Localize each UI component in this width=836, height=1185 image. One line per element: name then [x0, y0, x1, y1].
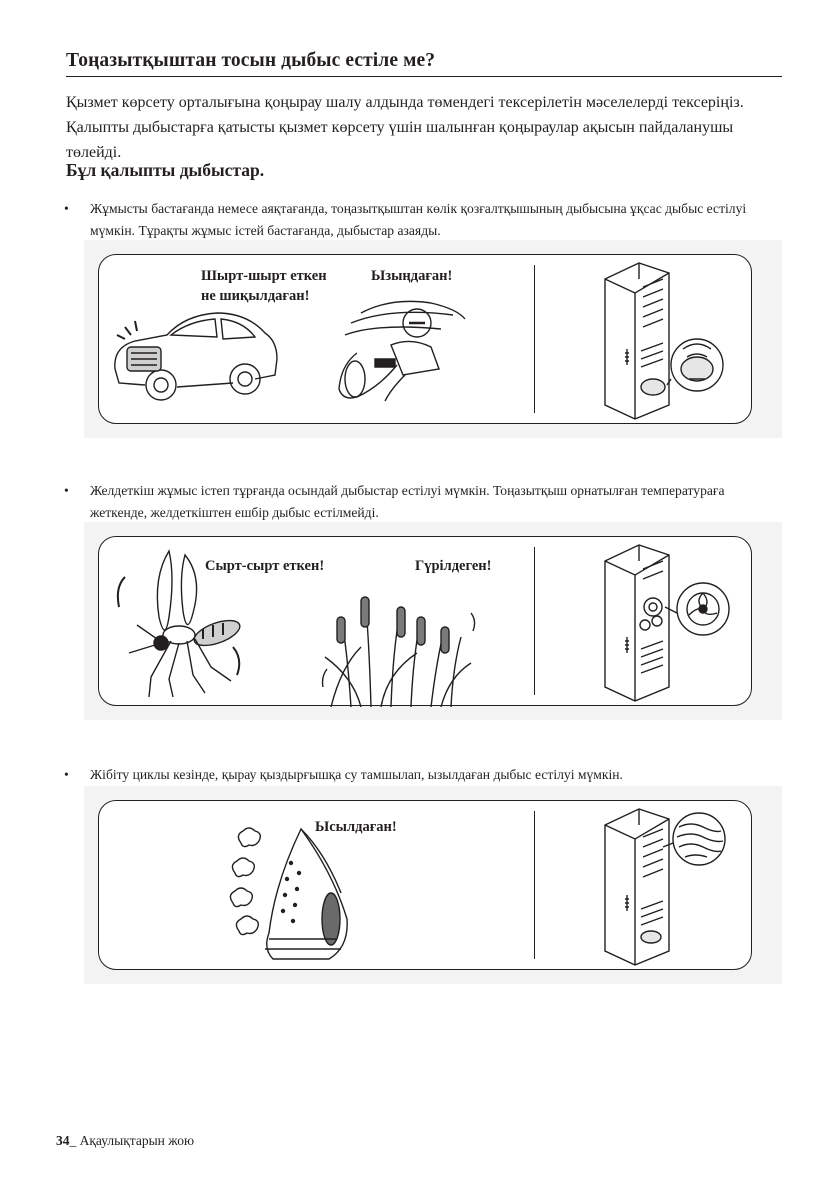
- panel-divider: [534, 547, 535, 695]
- car-engine-icon: [105, 297, 285, 403]
- bullet-defrost-noise: • Жібіту циклы кезінде, қырау қыздырғышқа су тамшылап, ызылдаған дыбыс естілуі мүмкін.: [90, 764, 780, 786]
- panel-divider: [534, 265, 535, 413]
- illustration-card: [98, 800, 752, 970]
- sound-label-hissing: Ысылдаған!: [315, 819, 397, 835]
- section-subheading: Бұл қалыпты дыбыстар.: [66, 160, 265, 180]
- mosquito-icon: [113, 547, 243, 699]
- page-title: Тоңазытқыштан тосын дыбыс естіле ме?: [66, 50, 782, 77]
- page-footer: [56, 1133, 194, 1149]
- fridge-fan-icon: [599, 541, 739, 701]
- sound-label-buzzing: Ызыңдаған!: [371, 268, 453, 284]
- bullet-fan-noise: • Желдеткіш жұмыс істеп тұрғанда осындай дыбыстар естілуі мүмкін. Тоңазытқыш орнатылған температураға жеткенде, желдеткіштен ешбір дыбыс естілмейді.: [90, 480, 780, 524]
- fridge-heater-icon: [599, 805, 739, 965]
- illustration-panel-3: [84, 786, 782, 984]
- illustration-panel-1: [84, 240, 782, 438]
- illustration-panel-2: [84, 522, 782, 720]
- page-number: 34: [56, 1133, 70, 1148]
- illustration-card: [98, 536, 752, 706]
- sound-label-clicking: Шырт-шырт еткен не шиқылдаған!: [201, 268, 327, 304]
- reeds-icon: [321, 577, 481, 707]
- sound-label-rumbling: Гүрілдеген!: [415, 558, 492, 574]
- illustration-card: [98, 254, 752, 424]
- bullet-startup-noise: • Жұмысты бастағанда немесе аяқтағанда, тоңазытқыштан көлік қозғалтқышының дыбысына ұқсас дыбыс естілуі мүмкін. Тұрақты жұмыс істей бастағанда, дыбыстар азаяды.: [90, 198, 780, 242]
- footer-section-title: _ Ақаулықтарын жою: [69, 1133, 195, 1148]
- sound-label-crackling: Сырт-сырт еткен!: [205, 558, 325, 574]
- intro-paragraph: Қызмет көрсету орталығына қоңырау шалу алдында төмендегі тексерілетін мәселелерді тексеріңіз. Қалыпты дыбыстарға қатысты қызмет көрсету үшін шалынған қоңыраулар ақысын пайдаланушы төлейді.: [66, 94, 744, 161]
- fridge-compressor-icon: [599, 259, 739, 419]
- steam-iron-icon: [229, 823, 359, 963]
- motorcycle-icon: [321, 293, 471, 405]
- panel-divider: [534, 811, 535, 959]
